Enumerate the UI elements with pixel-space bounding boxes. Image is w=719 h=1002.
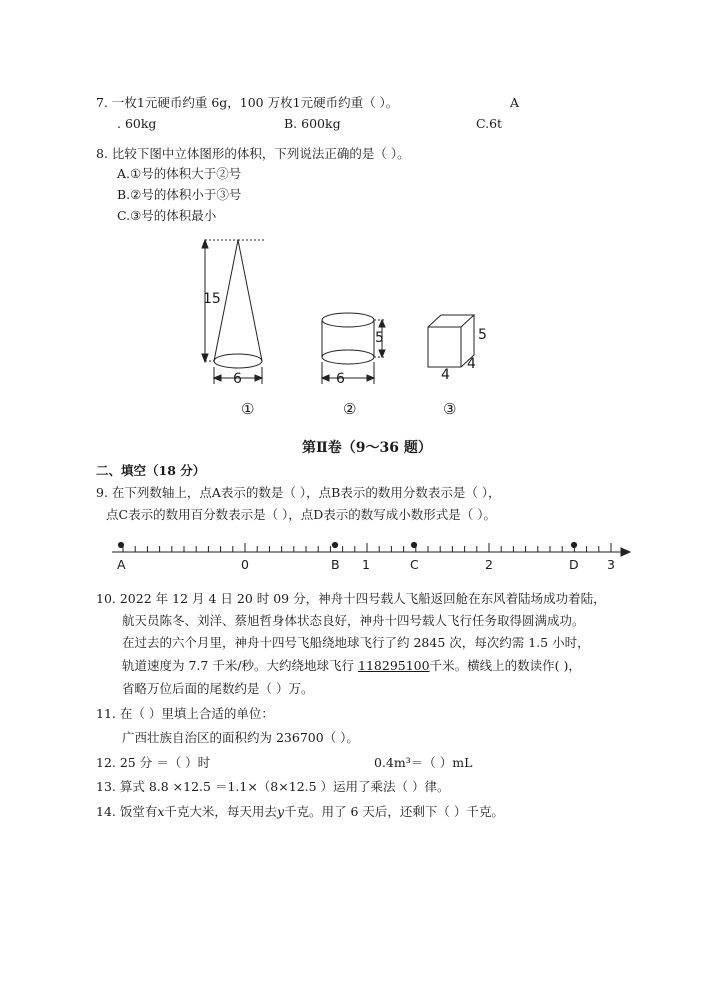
q7-stem: 7. 一枚1元硬币约重 6g，100 万枚1元硬币约重（ ）。 xyxy=(96,95,399,110)
figure-label-2: ② xyxy=(343,400,357,418)
cone-height-label: 15 xyxy=(203,291,221,307)
q12-part2: 0.4m³＝（ ）mL xyxy=(374,755,473,770)
cone-diameter-label: 6 xyxy=(233,371,242,387)
q14-var-y: y xyxy=(276,804,284,819)
q7-option-a-letter: A xyxy=(510,95,520,110)
tick-label-0: 0 xyxy=(241,557,249,572)
point-c-dot xyxy=(411,542,416,547)
q10-line4-c: 千米。横线上的数读作( )， xyxy=(429,658,581,673)
figure-label-3: ③ xyxy=(443,400,457,418)
q10-line5: 省略万位后面的尾数约是（ ）万。 xyxy=(122,681,314,696)
tick-label-2: 2 xyxy=(485,557,493,572)
q7-option-a: . 60kg xyxy=(117,116,157,131)
q14-part-a: 14. 饭堂有 xyxy=(96,804,158,819)
point-d-label: D xyxy=(569,557,579,572)
point-b-dot xyxy=(332,542,337,547)
q14-var-x: x xyxy=(157,804,165,819)
q7-option-c: C.6t xyxy=(476,116,503,131)
point-c-label: C xyxy=(410,557,419,572)
q13-line: 13. 算式 8.8 ×12.5 ＝1.1×（8×12.5 ）运用了乘法（ ）律。 xyxy=(96,779,450,794)
cube-depth-label: 4 xyxy=(467,356,476,372)
q12-part1: 12. 25 分 ＝（ ）时 xyxy=(96,755,211,770)
q8-option-a: A.①号的体积大于②号 xyxy=(117,166,242,181)
q14-part-c: 千克。用了 6 天后，还剩下（ ）千克。 xyxy=(284,804,504,819)
cube-height-label: 5 xyxy=(478,327,487,343)
point-b-label: B xyxy=(331,557,340,572)
cylinder-diameter-label: 6 xyxy=(336,371,345,387)
cylinder-height-label: 5 xyxy=(375,330,384,346)
q10-line4-a: 轨道速度为 7.7 千米/秒。大约绕地球飞行 xyxy=(122,658,359,673)
point-a-label: A xyxy=(117,557,126,572)
q11-line1: 11. 在（ ）里填上合适的单位： xyxy=(96,706,274,721)
point-d-dot xyxy=(571,542,576,547)
figure-label-1: ① xyxy=(241,400,255,418)
q11-line2: 广西壮族自治区的面积约为 236700（ ）。 xyxy=(122,730,359,745)
q10-underlined-number: 118295100 xyxy=(358,658,430,673)
q10-line2: 航天员陈冬、刘洋、蔡旭哲身体状态良好，神舟十四号载人飞行任务取得圆满成功。 xyxy=(122,613,585,628)
tick-label-3: 3 xyxy=(607,557,615,572)
q7-option-b: B. 600kg xyxy=(284,116,341,131)
q10-line4 xyxy=(122,658,581,674)
tick-label-1: 1 xyxy=(362,557,370,572)
cube-width-label: 4 xyxy=(441,367,450,383)
q8-option-b: B.②号的体积小于③号 xyxy=(117,187,242,202)
q9-line1: 9. 在下列数轴上，点A表示的数是（ ），点B表示的数用分数表示是（ ）， xyxy=(96,485,501,500)
q14-part-b: 千克大米，每天用去 xyxy=(164,804,277,819)
point-a-dot xyxy=(118,542,123,547)
q8-stem: 8. 比较下图中立体图形的体积，下列说法正确的是（ ）。 xyxy=(96,146,410,161)
section-title: 第Ⅱ卷（9～36 题） xyxy=(302,440,432,456)
q14-line xyxy=(96,804,504,820)
q8-option-c: C.③号的体积最小 xyxy=(117,208,217,223)
section-fill-in-title: 二、填空（18 分） xyxy=(96,463,206,478)
q10-line1: 10. 2022 年 12 月 4 日 20 时 09 分，神舟十四号载人飞船返回舱在东风着陆场成功着陆， xyxy=(96,591,606,606)
q10-line3: 在过去的六个月里，神舟十四号飞船绕地球飞行了约 2845 次，每次约需 1.5 小时， xyxy=(122,635,590,650)
q9-line2: 点C表示的数用百分数表示是（ ），点D表示的数写成小数形式是（ ）。 xyxy=(106,507,497,522)
